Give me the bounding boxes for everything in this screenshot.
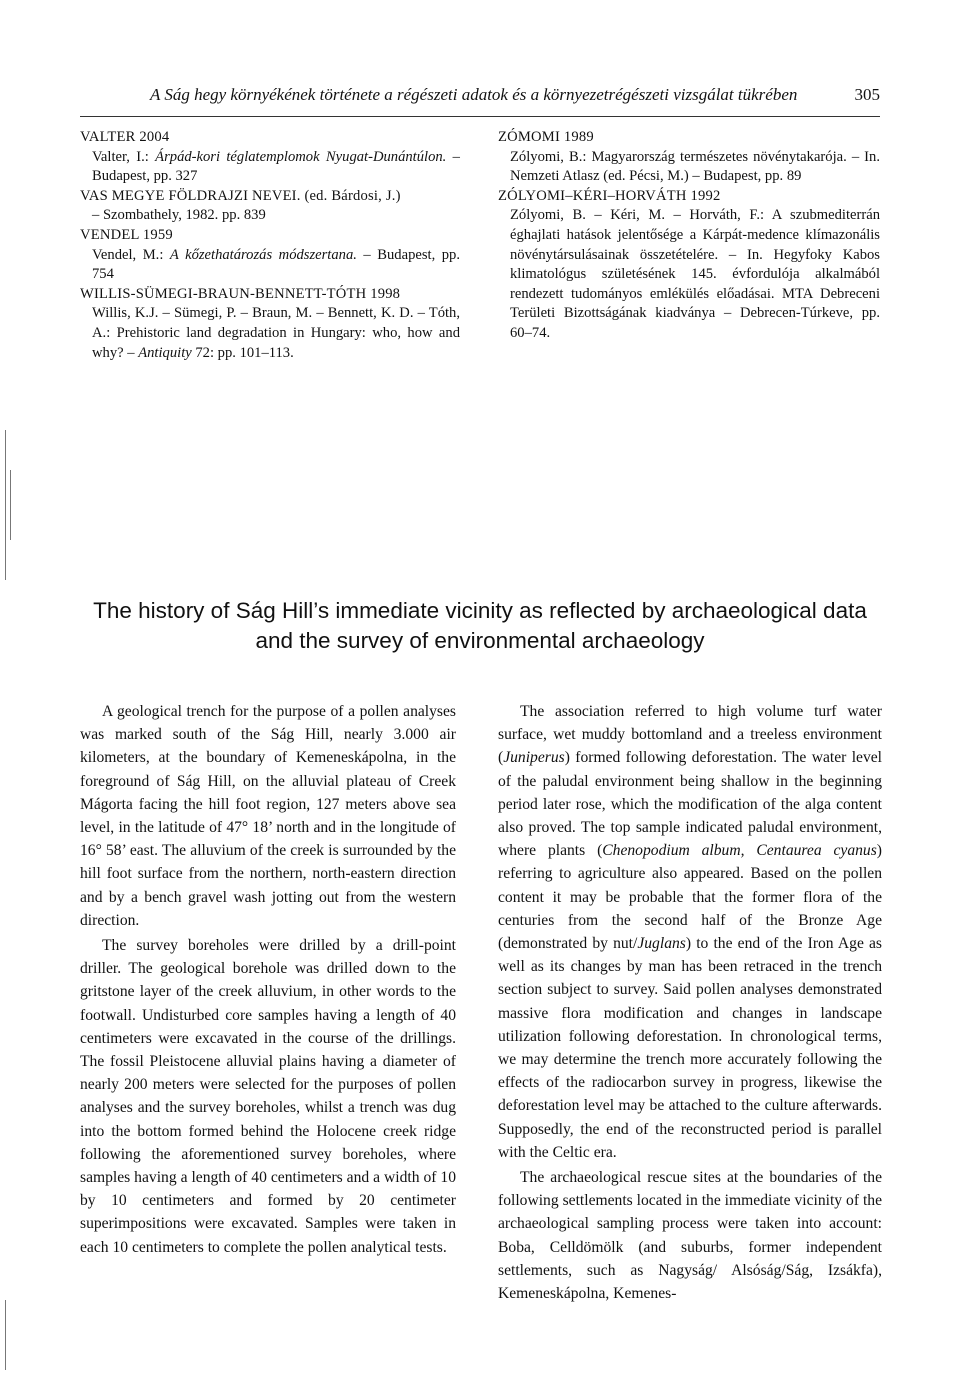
text-segment: – Szombathely, 1982. pp. 839 — [92, 207, 266, 224]
body-left-column — [80, 700, 456, 1259]
reference-key: VENDEL 1959 — [80, 226, 173, 243]
reference-entry — [80, 187, 460, 226]
text-segment: Valter, I.: — [92, 148, 156, 165]
text-segment: Zólyomi, B.: Magyarország természetes növénytakarója. – In. Nemzeti Atlasz (ed. Pécsi, M.) – Budapest, pp. 89 — [510, 148, 880, 185]
reference-citation — [498, 148, 880, 187]
body-paragraph — [498, 1166, 882, 1305]
italic-text: Juglans — [637, 935, 686, 953]
text-segment: Willis, K.J. – Sümegi, P. – Braun, M. – Bennett, K. D. – Tóth, A.: Prehistoric land degradation in Hungary: who, how and why? – — [92, 305, 460, 361]
reference-entry — [498, 128, 880, 187]
reference-citation — [80, 148, 460, 187]
scan-artifact-line — [10, 470, 11, 540]
italic-text: Antiquity — [138, 344, 192, 361]
text-segment: Zólyomi, B. – Kéri, M. – Horváth, F.: A szubmediterrán éghajlati hatások jelentősége a Kárpát-medence klímazonális növénytársulásainak összetételére. – In. Hegyfoky Kabos klimatológus születésének 145. évfordulója alkalmából rendezett tudományos emlékülés előadásai. MTA Debreceni Területi Bizottságának kiadványa – Debrecen-Túrkeve, pp. 60–74. — [510, 207, 880, 341]
text-segment: The survey boreholes were drilled by a drill-point driller. The geological borehole was drilled down to the gritstone layer of the creek alluvium, in other words to the footwall. Undisturbed core samples having a length of 40 centimeters were excavated in the course of the drillings. The fossil Pleistocene alluvial plains having a diameter of nearly 200 meters were selected for the purposes of pollen analyses and the survey boreholes, whilst a trench was dug into the bottom formed behind the Holocene creek ridge following the aforementioned survey boreholes, where samples having a length of 40 centimeters and a width of 10 by 10 centimeters and formed by 20 centimeter superimpositions were excavated. Samples were taken in each 10 centimeters to complete the pollen analytical tests. — [80, 937, 456, 1256]
text-segment: – Budapest, pp. 754 — [92, 246, 460, 283]
text-segment: ) referring to agriculture also appeared. Based on the pollen content it may be probable that the former flora of the centuries from the second half of the Bronze Age (demonstrated by nut/ — [498, 842, 882, 953]
text-segment: The archaeological rescue sites at the boundaries of the following settlements located in the immediate vicinity of the archaeological sampling process were taken into account: Boba, Celldömölk (and suburbs, former independent settlements, such as Nagyság/ Alsóság/Ság, Izsákfa), Kemeneskápolna, Kemenes- — [498, 1169, 882, 1303]
text-segment: The association referred to high volume turf water surface, wet muddy bottomland and a treeless environment ( — [498, 703, 882, 767]
header-rule — [80, 116, 880, 117]
reference-key: WILLIS-SÜMEGI-BRAUN-BENNETT-TÓTH 1998 — [80, 285, 401, 302]
body-right-column — [498, 700, 882, 1305]
italic-text: Juniperus — [503, 749, 565, 767]
running-title: A Ság hegy környékének története a régészeti adatok és a környezetrégészeti vizsgálat tükrében — [150, 85, 798, 104]
italic-text: Árpád-kori téglatemplomok Nyugat-Dunántúlon. — [155, 148, 447, 165]
text-segment: ) formed following deforestation. The water level of the paludal environment being shallow in the beginning period later rose, which the modification of the alga content also proved. The top sample indicated paludal environment, where plants ( — [498, 749, 882, 860]
scan-artifact-line — [5, 1300, 6, 1370]
references-right-column — [498, 128, 880, 344]
references-left-column — [80, 128, 460, 363]
reference-key: VALTER 2004 — [80, 129, 170, 145]
body-paragraph — [498, 700, 882, 1164]
reference-entry — [80, 285, 460, 363]
section-title-line-1: The history of Ság Hill’s immediate vicinity as reflected by archaeological data — [93, 598, 867, 623]
page-number: 305 — [854, 85, 880, 104]
text-segment: – Budapest, pp. 327 — [92, 148, 460, 185]
reference-citation — [80, 246, 460, 285]
reference-citation — [80, 206, 460, 226]
reference-entry — [498, 187, 880, 344]
text-segment: A geological trench for the purpose of a pollen analyses was marked south of the Ság Hill, nearly 3.000 air kilometers, at the boundary of Kemeneskápolna, in the foreground of Ság Hill, on the alluvial plateau of Creek Mágorta facing the hill foot region, 127 meters above sea level, in the latitude of 47° 18’ north and in the longitude of 16° 58’ east. The alluvium of the creek is surrounded by the hill foot surface from the northern, north-eastern direction and by a bench gravel wash jotting out from the western direction. — [80, 703, 456, 929]
reference-key: ZÓMOMI 1989 — [498, 129, 594, 145]
text-segment: Vendel, M.: — [92, 246, 170, 263]
text-segment: ) to the end of the Iron Age as well as its changes by man has been retraced in the trench section subject to survey. Said pollen analyses demonstrated massive flora modification and changes in landscape utilization following deforestation. In chronological terms, we may determine the trench more accurately following the effects of the radiocarbon survey in progress, likewise the deforestation level may be attached to the culture afterwards. Supposedly, the end of the reconstructed period is parallel with the Celtic era. — [498, 935, 882, 1161]
reference-citation — [80, 304, 460, 363]
body-paragraph — [80, 700, 456, 932]
italic-text: Chenopodium album, Centaurea cyanus — [602, 842, 877, 860]
scan-artifact-line — [5, 430, 6, 580]
reference-key: VAS MEGYE FÖLDRAJZI NEVEI. (ed. Bárdosi, J.) — [80, 187, 401, 204]
italic-text: A kőzethatározás módszertana. — [169, 246, 357, 263]
section-title — [60, 596, 900, 656]
reference-entry — [80, 128, 460, 187]
body-paragraph — [80, 934, 456, 1259]
reference-citation — [498, 206, 880, 343]
running-header — [150, 85, 880, 105]
text-segment: 72: pp. 101–113. — [191, 344, 294, 361]
reference-key: ZÓLYOMI–KÉRI–HORVÁTH 1992 — [498, 187, 721, 204]
reference-entry — [80, 226, 460, 285]
section-title-line-2: and the survey of environmental archaeology — [255, 628, 705, 653]
